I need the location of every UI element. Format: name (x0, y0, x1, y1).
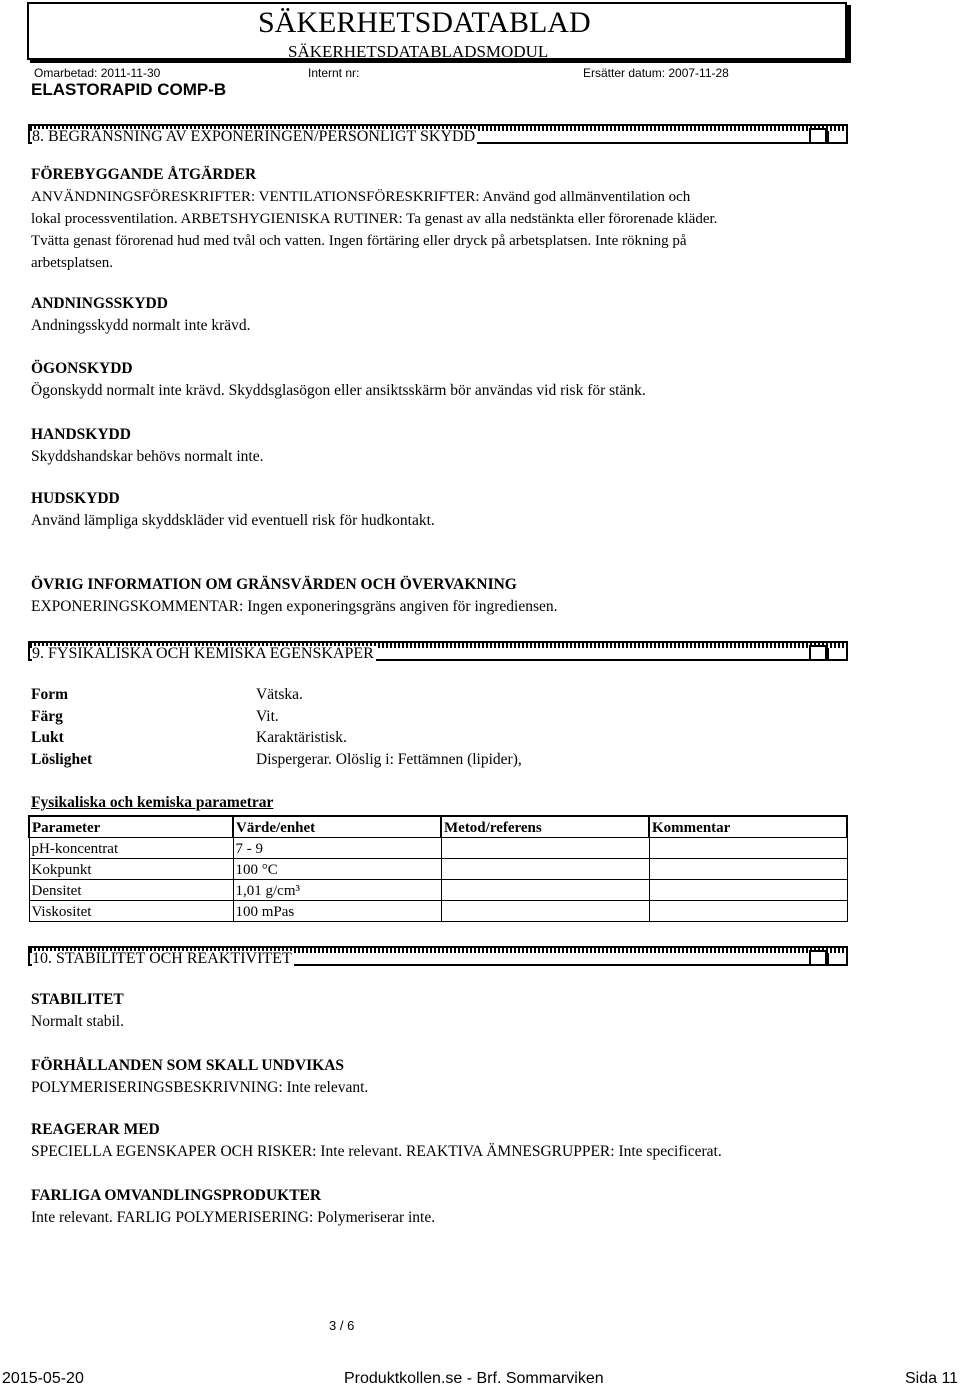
table-row (29, 838, 847, 859)
col-method: Metod/referens (441, 816, 649, 838)
table-cell (441, 880, 649, 901)
table-cell (649, 901, 847, 922)
table-row (29, 859, 847, 880)
preventive-text: ANVÄNDNINGSFÖRESKRIFTER: VENTILATIONSFÖRESKRIFTER: Använd god allmänventilation och lokal processventilation. ARBETSHYGIENISKA RUTINER: Ta genast av alla nedstänkta eller förorenade kläder. Tvätta genast förorenad hud med tvål och vatten. Ingen förtäring eller dryck på arbetsplatsen. Inte rökning på arbetsplatsen. (31, 189, 718, 271)
prop-label-solubility: Löslighet (31, 751, 93, 768)
checkbox-icon (809, 645, 827, 661)
heading-other: ÖVRIG INFORMATION OM GRÄNSVÄRDEN OCH ÖVERVAKNING (31, 576, 517, 593)
table-cell: Viskositet (29, 901, 233, 922)
stability-text: Normalt stabil. (31, 1013, 124, 1030)
table-cell: pH-koncentrat (29, 838, 233, 859)
table-cell: 1,01 g/cm³ (233, 880, 441, 901)
table-cell (441, 901, 649, 922)
heading-reacts: REAGERAR MED (31, 1121, 160, 1138)
heading-hand: HANDSKYDD (31, 426, 131, 443)
prop-label-color: Färg (31, 708, 63, 725)
product-name: ELASTORAPID COMP-B (31, 80, 227, 99)
reacts-text: SPECIELLA EGENSKAPER OCH RISKER: Inte relevant. REAKTIVA ÄMNESGRUPPER: Inte specificerat. (31, 1143, 722, 1160)
checkbox-icon (809, 128, 827, 144)
hazardous-text: Inte relevant. FARLIG POLYMERISERING: Polymeriserar inte. (31, 1209, 436, 1226)
table-row (29, 880, 847, 901)
table-cell (441, 838, 649, 859)
section-9-title: 9. FYSIKALISKA OCH KEMISKA EGENSKAPER (32, 645, 374, 662)
table-row (29, 901, 847, 922)
document-subtitle: SÄKERHETSDATABLADSMODUL (288, 42, 549, 61)
table-cell (649, 880, 847, 901)
table-cell: Kokpunkt (29, 859, 233, 880)
prop-value-odor: Karaktäristisk. (256, 729, 347, 746)
table-cell (649, 838, 847, 859)
prop-value-solubility: Dispergerar. Olöslig i: Fettämnen (lipider), (256, 751, 522, 768)
heading-avoid: FÖRHÅLLANDEN SOM SKALL UNDVIKAS (31, 1057, 345, 1074)
prop-label-form: Form (31, 686, 69, 703)
table-cell: 100 mPas (233, 901, 441, 922)
table-cell: Densitet (29, 880, 233, 901)
table-cell: 7 - 9 (233, 838, 441, 859)
skin-text: Använd lämpliga skyddskläder vid eventuell risk för hudkontakt. (31, 512, 435, 529)
table-header-row (29, 816, 847, 838)
table-cell (441, 859, 649, 880)
respiratory-text: Andningsskydd normalt inte krävd. (31, 317, 251, 334)
section-9-bar (28, 641, 848, 661)
section-10-title: 10. STABILITET OCH REAKTIVITET (32, 950, 292, 967)
eye-text: Ögonskydd normalt inte krävd. Skyddsglasögon eller ansiktsskärm bör användas vid risk för stänk. (31, 382, 646, 399)
heading-stability: STABILITET (31, 991, 124, 1008)
prop-label-odor: Lukt (31, 729, 64, 746)
section-10-bar (28, 946, 848, 966)
internal-number: Internt nr: (308, 66, 360, 80)
table-cell: 100 °C (233, 859, 441, 880)
params-table (28, 815, 848, 922)
col-value: Värde/enhet (233, 816, 441, 838)
heading-hazardous: FARLIGA OMVANDLINGSPRODUKTER (31, 1187, 322, 1204)
col-comment: Kommentar (649, 816, 847, 838)
params-table-title: Fysikaliska och kemiska parametrar (31, 794, 274, 811)
table-cell (649, 859, 847, 880)
heading-respiratory: ANDNINGSSKYDD (31, 295, 168, 312)
avoid-text: POLYMERISERINGSBESKRIVNING: Inte relevant. (31, 1079, 369, 1096)
prop-value-color: Vit. (256, 708, 279, 725)
replaces-date: Ersätter datum: 2007-11-28 (583, 66, 729, 80)
prop-value-form: Vätska. (256, 686, 303, 703)
footer-date: 2015-05-20 (2, 1370, 84, 1387)
section-8-bar (28, 124, 848, 144)
other-text: EXPONERINGSKOMMENTAR: Ingen exponeringsgräns angiven för ingrediensen. (31, 598, 558, 615)
checkbox-icon (809, 950, 827, 966)
col-parameter: Parameter (29, 816, 233, 838)
revised-date: Omarbetad: 2011-11-30 (34, 66, 161, 80)
footer-source: Produktkollen.se - Brf. Sommarviken (344, 1370, 604, 1387)
heading-skin: HUDSKYDD (31, 490, 120, 507)
document-title: SÄKERHETSDATABLAD (258, 6, 591, 39)
hand-text: Skyddshandskar behövs normalt inte. (31, 448, 264, 465)
heading-eye: ÖGONSKYDD (31, 360, 133, 377)
page-number: 3 / 6 (329, 1318, 355, 1333)
section-8-title: 8. BEGRÄNSNING AV EXPONERINGEN/PERSONLIGT SKYDD (32, 128, 476, 145)
footer-page: Sida 11 (905, 1370, 959, 1387)
heading-preventive: FÖREBYGGANDE ÅTGÄRDER (31, 166, 257, 183)
